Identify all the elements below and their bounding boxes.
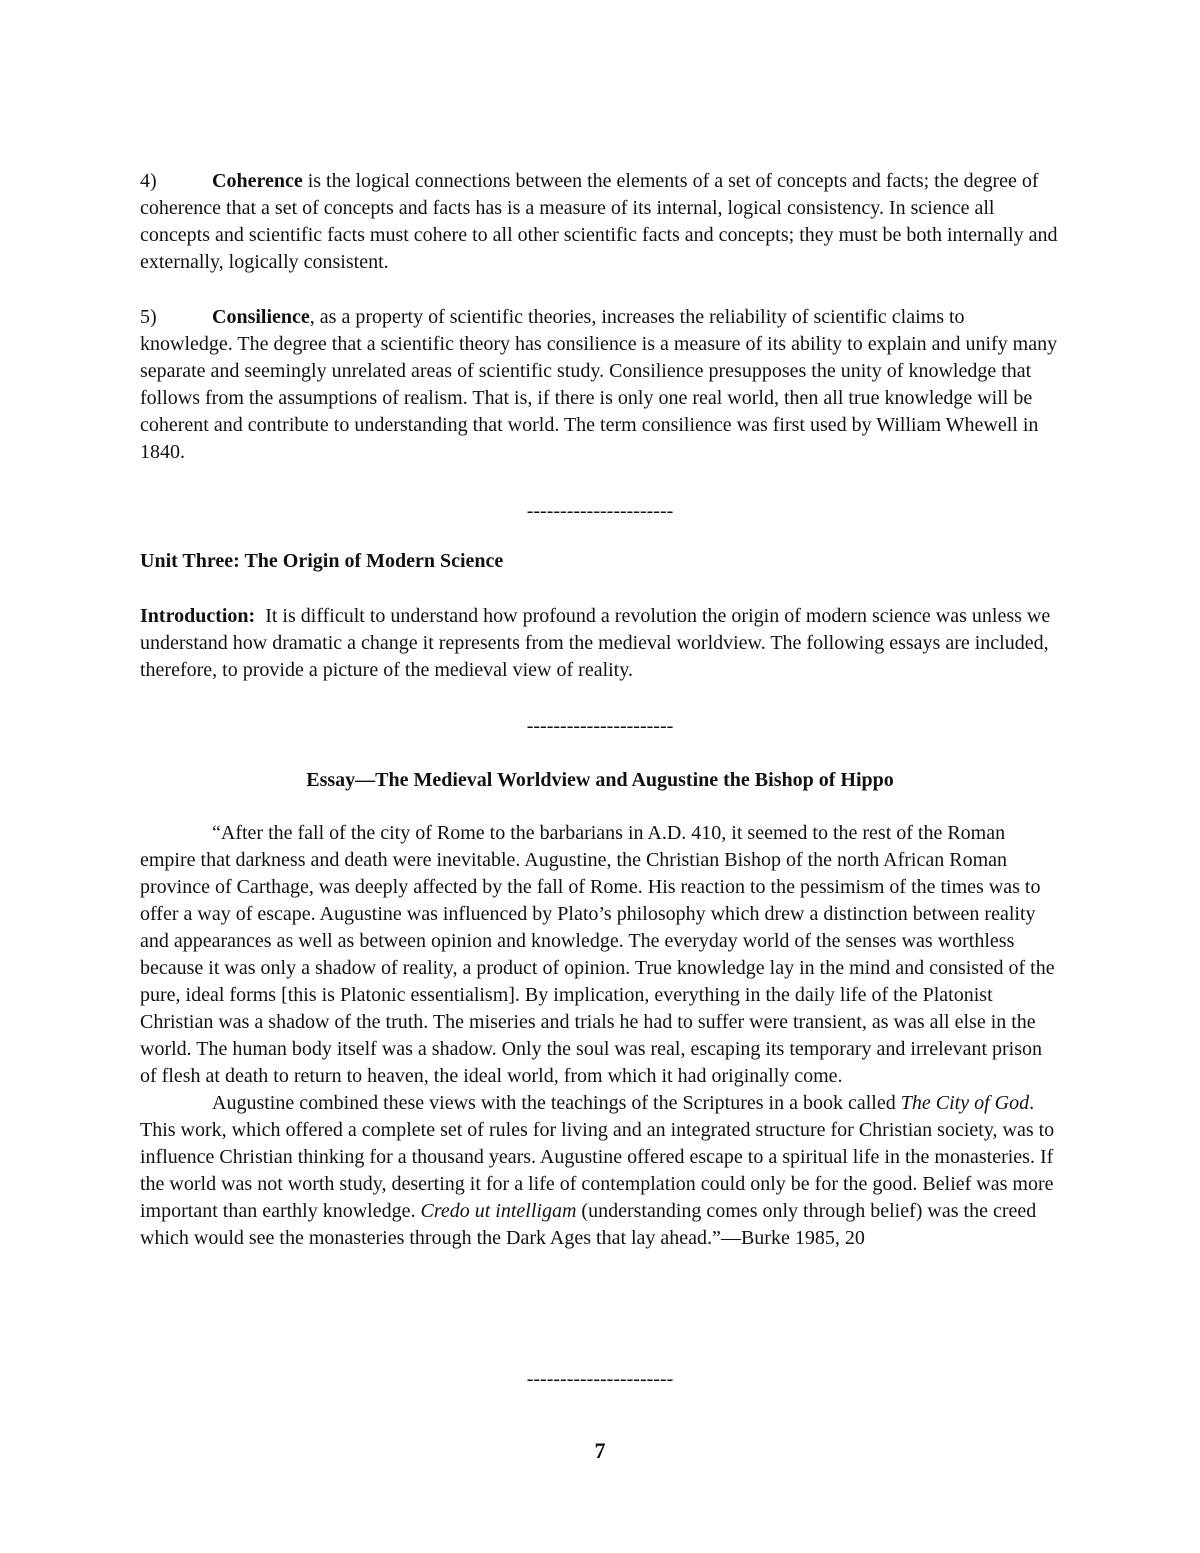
introduction [140, 603, 1060, 684]
term-coherence: Coherence [212, 170, 303, 192]
unit-heading-text: Unit Three: The Origin of Modern Science [140, 550, 504, 572]
definition-consilience [140, 304, 1060, 466]
latin-phrase: Credo ut intelligam [420, 1200, 577, 1222]
essay-body [140, 820, 1060, 1252]
book-title: The City of God [900, 1092, 1030, 1114]
definition-coherence [140, 168, 1060, 276]
separator: ---------------------- [526, 500, 674, 522]
item-number: 4) [140, 170, 157, 192]
separator: ---------------------- [526, 715, 674, 737]
separator: ---------------------- [526, 1368, 674, 1390]
essay-title [140, 767, 1060, 794]
essay-paragraph-2: Augustine combined these views with the teachings of the Scriptures in a book called The City of God. This work, which offered a complete set of rules for living and an integrated structure for Christian society, was to influence Christian thinking for a thousand years. Augustine offered escape to a spiritual life in the monasteries. If the world was not worth study, deserting it for a life of contemplation could only be for the good. Belief was more important than earthly knowledge. Credo ut intelligam (understanding comes only through belief) was the creed which would see the monasteries through the Dark Ages that lay ahead.”—Burke 1985, 20 [140, 1092, 1055, 1249]
unit-heading [140, 548, 1060, 575]
page-number: 7 [594, 1438, 606, 1463]
essay-title-text: Essay—The Medieval Worldview and Augustine the Bishop of Hippo [306, 769, 894, 791]
introduction-label: Introduction: [140, 605, 256, 627]
definition-text: is the logical connections between the elements of a set of concepts and facts; the degree of coherence that a set of concepts and facts has is a measure of its internal, logical consistency. In science all concepts and scientific facts must cohere to all other scientific facts and concepts; they must be both internally and externally, logically consistent. [140, 170, 1058, 273]
introduction-text: It is difficult to understand how profound a revolution the origin of modern science was unless we understand how dramatic a change it represents from the medieval worldview. The following essays are included, therefore, to provide a picture of the medieval view of reality. [140, 605, 1056, 681]
essay-paragraph-1: “After the fall of the city of Rome to the barbarians in A.D. 410, it seemed to the rest of the Roman empire that darkness and death were inevitable. Augustine, the Christian Bishop of the north African Roman province of Carthage, was deeply affected by the fall of Rome. His reaction to the pessimism of the times was to offer a way of escape. Augustine was influenced by Plato’s philosophy which drew a distinction between reality and appearances as well as between opinion and knowledge. The everyday world of the senses was worthless because it was only a shadow of reality, a product of opinion. True knowledge lay in the mind and consisted of the pure, ideal forms [this is Platonic essentialism]. By implication, everything in the daily life of the Platonist Christian was a shadow of the truth. The miseries and trials he had to suffer were transient, as was all else in the world. The human body itself was a shadow. Only the soul was real, escaping its temporary and irrelevant prison of flesh at death to return to heaven, the ideal world, from which it had originally come. [140, 822, 1055, 1087]
definition-text: , as a property of scientific theories, increases the reliability of scientific claims to knowledge. The degree that a scientific theory has consilience is a measure of its ability to explain and unify many separate and seemingly unrelated areas of scientific study. Consilience presupposes the unity of knowledge that follows from the assumptions of realism. That is, if there is only one real world, then all true knowledge will be coherent and contribute to understanding that world. The term consilience was first used by William Whewell in 1840. [140, 306, 1058, 463]
item-number: 5) [140, 306, 157, 328]
term-consilience: Consilience [212, 306, 310, 328]
